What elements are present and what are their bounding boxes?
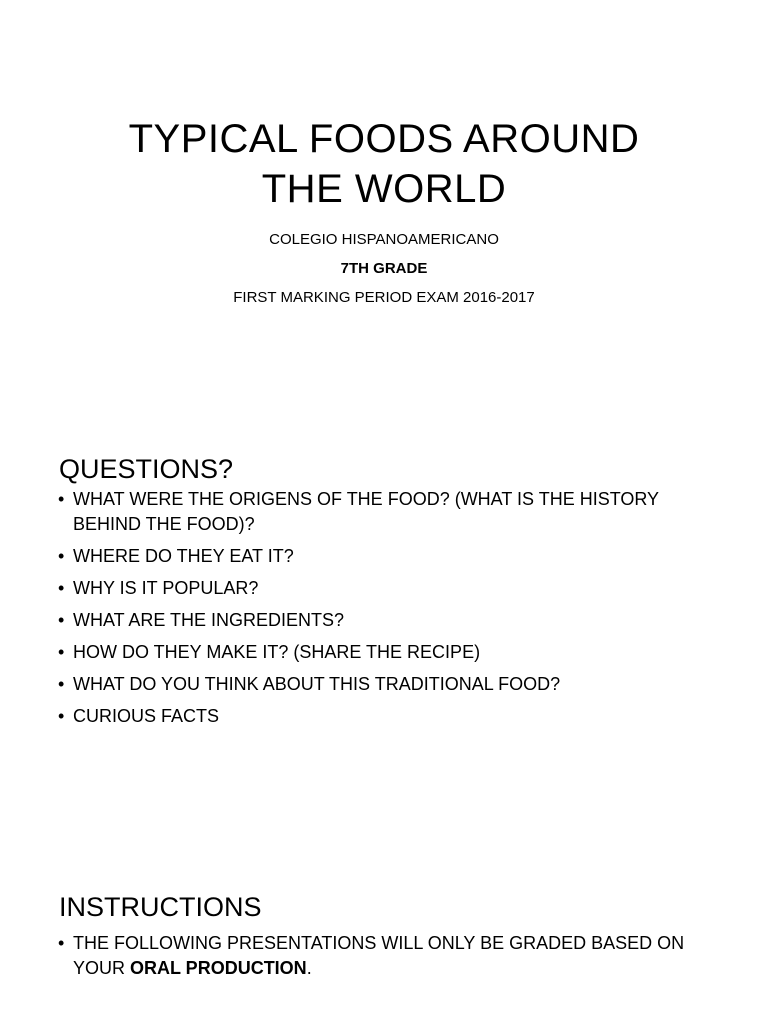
list-item	[58, 544, 708, 569]
questions-slide	[0, 432, 768, 816]
instruction-prefix: THE FOLLOWING PRESENTATIONS WILL ONLY BE GRADED BASED ON YOUR	[73, 933, 685, 978]
oral-production-emphasis: ORAL PRODUCTION	[130, 958, 307, 978]
list-item-text: WHAT ARE THE INGREDIENTS?	[73, 610, 345, 630]
list-item-text: WHY IS IT POPULAR?	[73, 578, 259, 598]
instructions-slide	[0, 864, 768, 1024]
list-item-text: WHERE DO THEY EAT IT?	[73, 546, 294, 566]
list-item	[58, 704, 708, 729]
list-item-text: CURIOUS FACTS	[73, 706, 220, 726]
list-item	[58, 672, 708, 697]
bullet-icon: •	[58, 546, 65, 566]
title-slide	[0, 0, 768, 384]
list-item	[58, 487, 708, 537]
list-item	[58, 931, 708, 981]
school-name: COLEGIO HISPANOAMERICANO	[269, 231, 499, 248]
list-item-text: HOW DO THEY MAKE IT? (SHARE THE RECIPE)	[73, 642, 481, 662]
list-item-text: WHAT WERE THE ORIGENS OF THE FOOD? (WHAT IS THE HISTORY BEHIND THE FOOD)?	[73, 489, 659, 534]
list-item	[58, 608, 708, 633]
bullet-icon: •	[58, 674, 65, 694]
bullet-icon: •	[58, 610, 65, 630]
questions-heading: QUESTIONS?	[59, 454, 234, 484]
list-item	[58, 640, 708, 665]
exam-label: FIRST MARKING PERIOD EXAM 2016-2017	[233, 289, 535, 306]
bullet-icon: •	[58, 642, 65, 662]
instruction-suffix: .	[306, 958, 312, 978]
list-item	[58, 576, 708, 601]
bullet-icon: •	[58, 706, 65, 726]
instructions-heading: INSTRUCTIONS	[59, 892, 262, 922]
grade-label: 7TH GRADE	[340, 260, 428, 277]
instructions-list	[58, 931, 708, 988]
slide-title-line-1: TYPICAL FOODS AROUND	[128, 117, 640, 161]
bullet-icon: •	[58, 578, 65, 598]
slide-title	[0, 114, 768, 214]
questions-list	[58, 487, 708, 736]
list-item-text: WHAT DO YOU THINK ABOUT THIS TRADITIONAL FOOD?	[73, 674, 561, 694]
bullet-icon: •	[58, 489, 65, 509]
slide-title-line-2: THE WORLD	[261, 167, 507, 211]
bullet-icon: •	[58, 933, 65, 953]
